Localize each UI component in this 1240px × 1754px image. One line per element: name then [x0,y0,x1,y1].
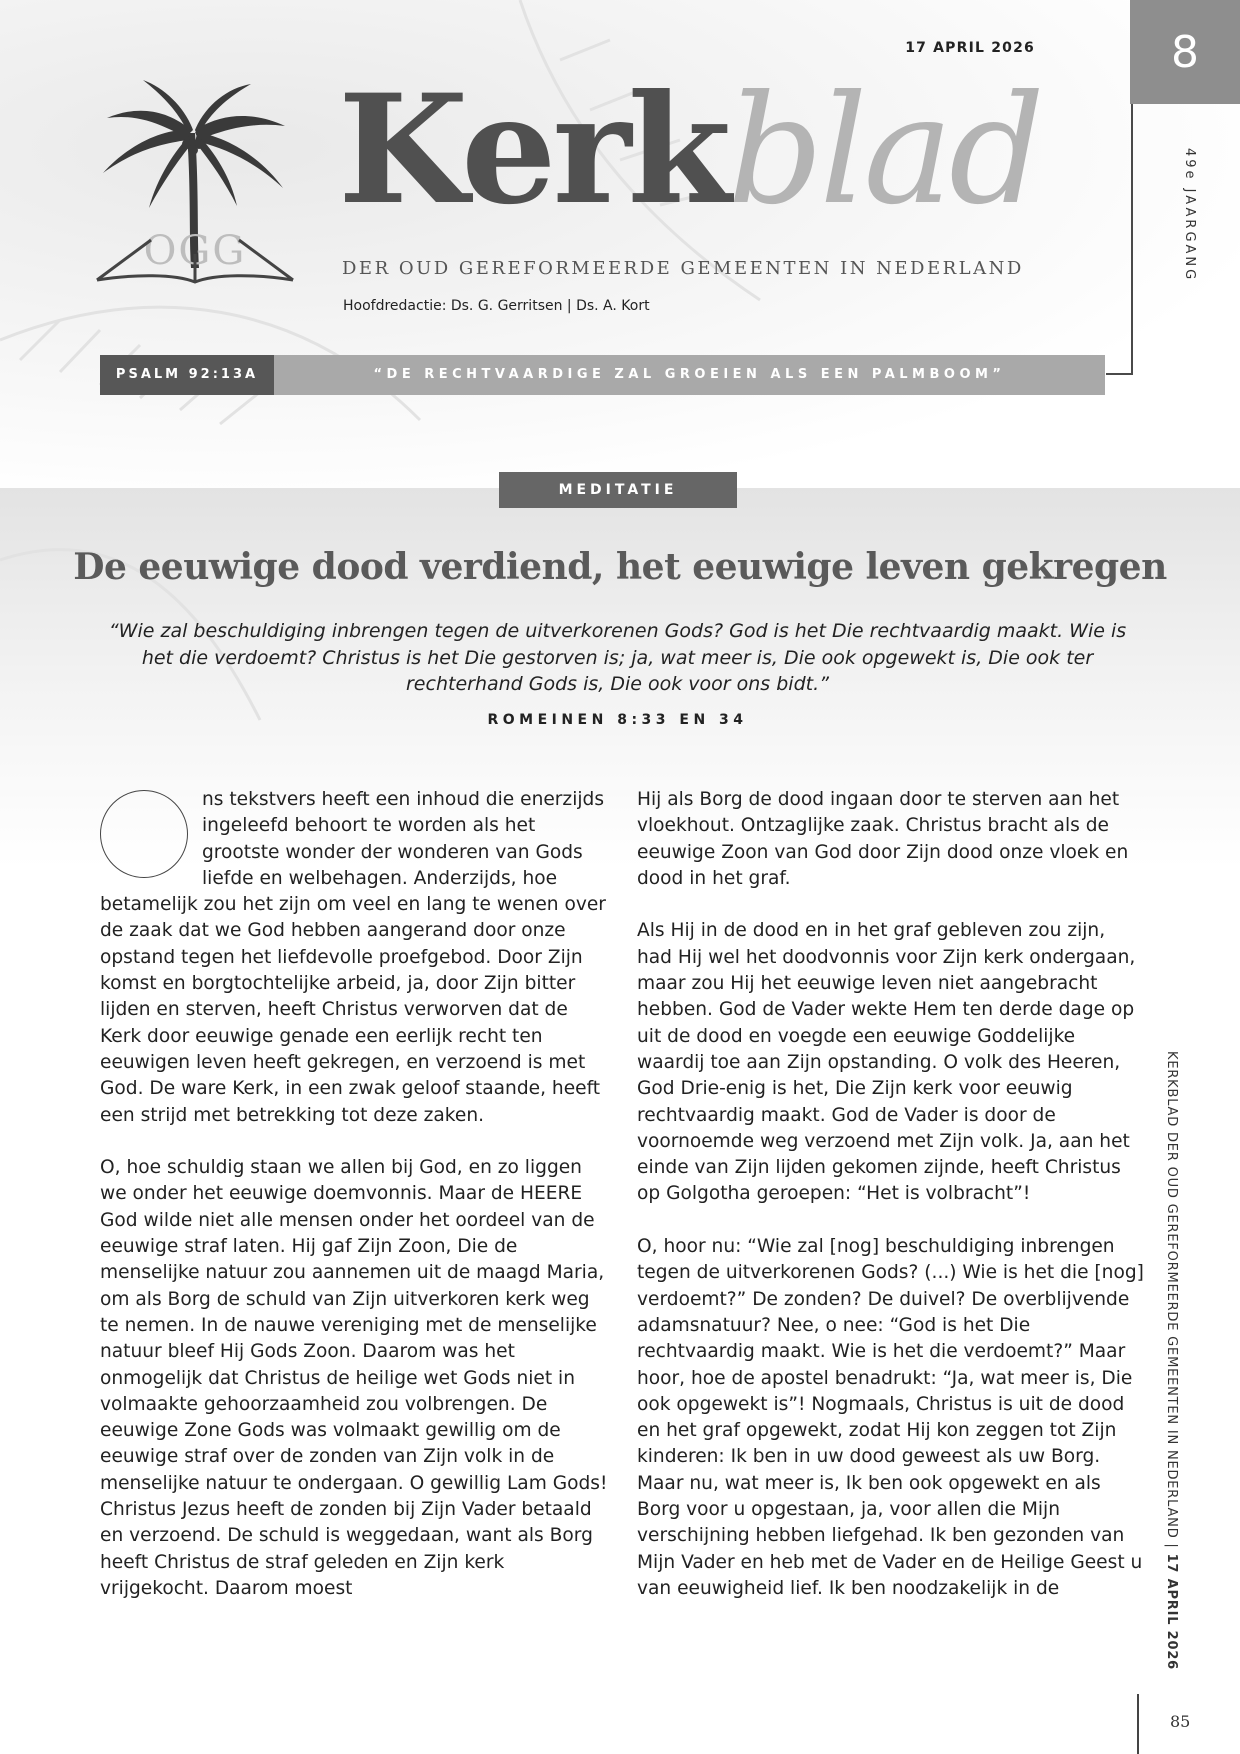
running-head [1164,1051,1179,1670]
running-head-title: KERKBLAD DER OUD GEREFORMEERDE GEMEENTEN IN NEDERLAND | [1164,1051,1179,1554]
article-title: De eeuwige dood verdiend, het eeuwige leven gekregen [73,546,1167,588]
ogg-palm-logo [95,78,295,318]
article-paragraph: Als Hij in de dood en in het graf gebleven zou zijn, had Hij wel het doodvonnis voor Zijn kerk ondergaan, maar zou Hij het eeuwige leven niet aangebracht hebben. God de Vader wekte Hem ten derde dage op uit de dood en voegde een eeuwige Goddelijke waardij toe aan Zijn opstanding. O volk des Heeren, God Drie-enig is het, Die Zijn kerk voor eeuwig rechtvaardig maakt. God de Vader is door de voornoemde weg verzoend met Zijn volk. Ja, aan het einde van Zijn lijden gekomen zijnde, heeft Christus op Golgotha geroepen: “Het is volbracht”! [637,920,1136,1205]
issue-number-box [1130,0,1240,104]
article-paragraph: O, hoe schuldig staan we allen bij God, en zo liggen we onder het eeuwige doemvonnis. Maar de HEERE God wilde niet alle mensen onder het oordeel van de eeuwige straf laten. Hij gaf Zijn Zoon, Die de menselijke natuur zou aannemen uit de maagd Maria, om als Borg de schuld van Zijn uitverkoren kerk weg te nemen. In de nauwe vereniging met de menselijke natuur bleef Hij Gods Zoon. Daarom was het onmogelijk dat Christus de heilige wet Gods niet in volmaakte gehoorzaamheid zou volbrengen. De eeuwige Zone Gods was volmaakt gewillig om de eeuwige straf over de zonden van Zijn volk in de menselijke natuur te ondergaan. O gewillig Lam Gods! Christus Jezus heeft de zonden bij Zijn Vader betaald en verzoend. De schuld is weggedaan, want als Borg heeft Christus de straf geleden en Zijn kerk vrijgekocht. Daarom moest [100,1157,608,1599]
frame-line-vertical [1131,104,1133,375]
masthead-title-kerk: Kerk [338,62,728,238]
paragraph-text: ns tekstvers heeft een inhoud die enerzijds ingeleefd behoort te worden als het grootste wonder der wonderen van Gods liefde en welbehagen. Anderzijds, hoe betamelijk zou het zijn om veel en lang te wenen over de zaak dat we God hebben aangerand door onze opstand tegen het liefdevolle proefgebod. Door Zijn komst en borgtochtelijke arbeid, ja, door Zijn bitter lijden en sterven, heeft Christus verworven dat de Kerk door eeuwige genade een eerlijk recht ten eeuwigen leven heeft gekregen, en verzoend is met God. De ware Kerk, in een zwak geloof staande, heeft een strijd met betrekking tot deze zaken. [100,789,606,1126]
masthead-subtitle: DER OUD GEREFORMEERDE GEMEENTEN IN NEDERLAND [342,258,1024,279]
masthead-title [338,60,1041,240]
frame-line-horizontal [1106,373,1133,375]
article-paragraph: O, hoor nu: “Wie zal [nog] beschuldiging inbrengen tegen de uitverkorenen Gods? (...) Wie is het die [nog] verdoemt?” De zonden? De duivel? De overblijvende adamsnatuur? Nee, o nee: “God is het Die rechtvaardig maakt. Wie is het die verdoemt?” Maar hoor, hoe de apostel benadrukt: “Ja, wat meer is, Die ook opgewekt is”! Nogmaals, Christus is uit de dood en het graf opgewekt, zodat Hij kon zeggen tot Zijn kinderen: Ik ben in uw dood geweest als uw Borg. Maar nu, wat meer is, Ik ben ook opgewekt en als Borg voor u opgestaan, ja, voor allen die Mijn verschijning hebben liefgehad. Ik ben gezonden van Mijn Vader en heb met de Vader en de Heilige Geest u van eeuwigheid lief. Ik ben noodzakelijk in de [637,1236,1144,1599]
editors-line: Hoofdredactie: Ds. G. Gerritsen | Ds. A. Kort [343,298,650,314]
volume-label: 49e JAARGANG [1182,148,1197,283]
article-paragraph [100,787,610,1129]
footer-divider [1137,1694,1139,1754]
article-column-right [637,787,1144,1629]
section-label: MEDITATIE [499,472,737,508]
article-paragraph: Hij als Borg de dood ingaan door te sterven aan het vloekhout. Ontzaglijke zaak. Christus bracht als de eeuwige Zoon van God door Zijn dood onze vloek en dood in het graf. [637,789,1129,889]
running-head-date: 17 APRIL 2026 [1164,1553,1179,1671]
psalm-bar [100,355,1105,395]
issue-date: 17 APRIL 2026 [905,40,1035,56]
quote-source: ROMEINEN 8:33 EN 34 [487,712,748,728]
drop-cap-o [100,790,188,878]
psalm-reference: PSALM 92:13A [100,355,274,395]
page-number: 85 [1170,1712,1191,1731]
psalm-quote: “DE RECHTVAARDIGE ZAL GROEIEN ALS EEN PALMBOOM” [373,367,1006,382]
article-column-left [100,787,610,1629]
intro-quote: “Wie zal beschuldiging inbrengen tegen de uitverkorenen Gods? God is het Die rechtvaardig maakt. Wie is het die verdoemt? Christus is het Die gestorven is; ja, wat meer is, Die ook opgewekt is, Die ook ter rechterhand Gods is, Die ook voor ons bidt.” [108,620,1127,695]
issue-number: 8 [1171,26,1199,78]
logo-text: OGG [143,228,247,274]
masthead-title-blad: blad [727,64,1041,238]
